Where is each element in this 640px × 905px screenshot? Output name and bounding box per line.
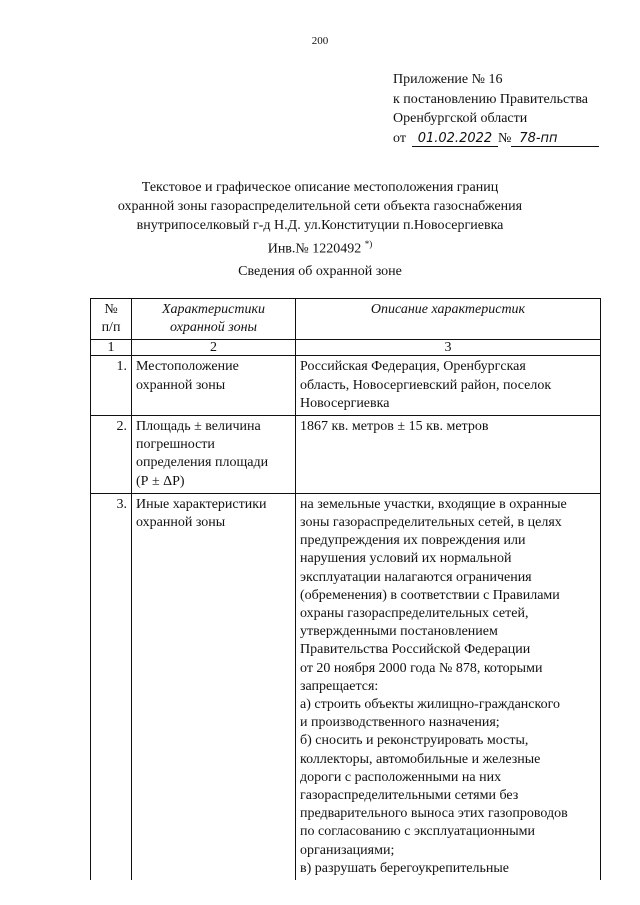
index-cell: 1 bbox=[91, 340, 132, 356]
cell-line: Правительства Российской Федерации bbox=[300, 642, 531, 658]
header-characteristics bbox=[132, 299, 296, 340]
title-line-1: Текстовое и графическое описание местоположения границ bbox=[141, 180, 499, 195]
cell-line: охранной зоны bbox=[136, 515, 226, 531]
row-description bbox=[296, 356, 601, 416]
appendix-date-line bbox=[393, 129, 599, 149]
cell-line: предварительного выноса этих газопроводов bbox=[300, 806, 568, 822]
index-cell: 3 bbox=[296, 340, 601, 356]
number-label: № bbox=[497, 130, 512, 146]
cell-line: б) сносить и реконструировать мосты, bbox=[300, 733, 529, 749]
cell-line: утвержденными постановлением bbox=[300, 624, 498, 640]
cell-line: охранной зоны bbox=[136, 377, 226, 393]
table-header-row bbox=[91, 299, 601, 340]
cell-line: Новосергиевка bbox=[300, 395, 390, 411]
appendix-block bbox=[393, 70, 599, 148]
index-cell: 2 bbox=[132, 340, 296, 356]
appendix-line-3: Оренбургской области bbox=[393, 111, 528, 126]
table-row bbox=[91, 356, 601, 416]
page-number: 200 bbox=[311, 35, 329, 47]
cell-line: нарушения условий их нормальной bbox=[300, 551, 512, 567]
cell-line: дороги с расположенными на них bbox=[300, 769, 502, 785]
inventory-number: Инв.№ 1220492 bbox=[267, 241, 362, 257]
cell-line: область, Новосергиевский район, поселок bbox=[300, 377, 552, 393]
header-number bbox=[91, 299, 132, 340]
title-line-3: внутрипоселковый г-д Н.Д. ул.Конституции п.Новосергиевка bbox=[136, 218, 504, 233]
cell-line: эксплуатации налагаются ограничения bbox=[300, 569, 532, 585]
title-line-2: охранной зоны газораспределительной сети объекта газоснабжения bbox=[117, 199, 523, 214]
header-characteristics-line-2: охранной зоны bbox=[169, 320, 258, 336]
row-description bbox=[296, 416, 601, 494]
cell-line: газораспределительными сетями без bbox=[300, 788, 519, 804]
header-characteristics-line-1: Характеристики bbox=[161, 302, 266, 317]
row-number: 3. bbox=[91, 493, 132, 880]
header-number-line-1: № bbox=[104, 302, 118, 317]
cell-line: (обременения) в соответствии с Правилами bbox=[300, 587, 560, 603]
cell-line: охраны газораспределительных сетей, bbox=[300, 606, 529, 622]
handwritten-number: 78-пп bbox=[511, 131, 599, 147]
cell-line: а) строить объекты жилищно-гражданского bbox=[300, 697, 560, 713]
cell-line: на земельные участки, входящие в охранные bbox=[300, 496, 567, 512]
cell-line: Местоположение bbox=[136, 359, 239, 375]
cell-line: и производственного назначения; bbox=[300, 715, 500, 731]
row-number: 1. bbox=[91, 356, 132, 416]
appendix-line-2: к постановлению Правительства bbox=[393, 91, 589, 107]
cell-line: Российская Федерация, Оренбургская bbox=[300, 359, 526, 375]
appendix-line-1: Приложение № 16 bbox=[393, 72, 503, 87]
cell-line: определения площади bbox=[136, 455, 269, 471]
cell-line: зоны газораспределительных сетей, в целях bbox=[300, 515, 562, 531]
cell-line: (Р ± ΔР) bbox=[136, 473, 185, 489]
row-characteristic bbox=[132, 356, 296, 416]
table-index-row bbox=[91, 340, 601, 356]
from-label: от bbox=[393, 130, 406, 146]
cell-line: 1867 кв. метров ± 15 кв. метров bbox=[300, 419, 489, 435]
row-characteristic bbox=[132, 416, 296, 494]
zone-info-table bbox=[90, 298, 601, 880]
row-number: 2. bbox=[91, 416, 132, 494]
cell-line: погрешности bbox=[136, 437, 215, 453]
table-row bbox=[91, 416, 601, 494]
row-description bbox=[296, 493, 601, 880]
cell-line: запрещается: bbox=[300, 678, 379, 694]
cell-line: по согласованию с эксплуатационными bbox=[300, 824, 535, 840]
title-line-4 bbox=[0, 235, 640, 259]
cell-line: в) разрушать берегоукрепительные bbox=[300, 860, 510, 876]
cell-line: организациями; bbox=[300, 842, 395, 858]
table-row bbox=[91, 493, 601, 880]
handwritten-date: 01.02.2022 bbox=[412, 131, 498, 147]
header-description: Описание характеристик bbox=[296, 299, 601, 340]
cell-line: Площадь ± величина bbox=[136, 419, 261, 435]
cell-line: Иные характеристики bbox=[136, 496, 267, 512]
cell-line: предупреждения их повреждения или bbox=[300, 533, 526, 549]
section-subtitle: Сведения об охранной зоне bbox=[238, 264, 402, 279]
document-title bbox=[0, 178, 640, 259]
cell-line: от 20 ноября 2000 года № 878, которыми bbox=[300, 660, 543, 676]
header-number-line-2: п/п bbox=[101, 320, 121, 336]
row-characteristic bbox=[132, 493, 296, 880]
cell-line: коллекторы, автомобильные и железные bbox=[300, 751, 541, 767]
footnote-mark: *) bbox=[364, 239, 373, 249]
